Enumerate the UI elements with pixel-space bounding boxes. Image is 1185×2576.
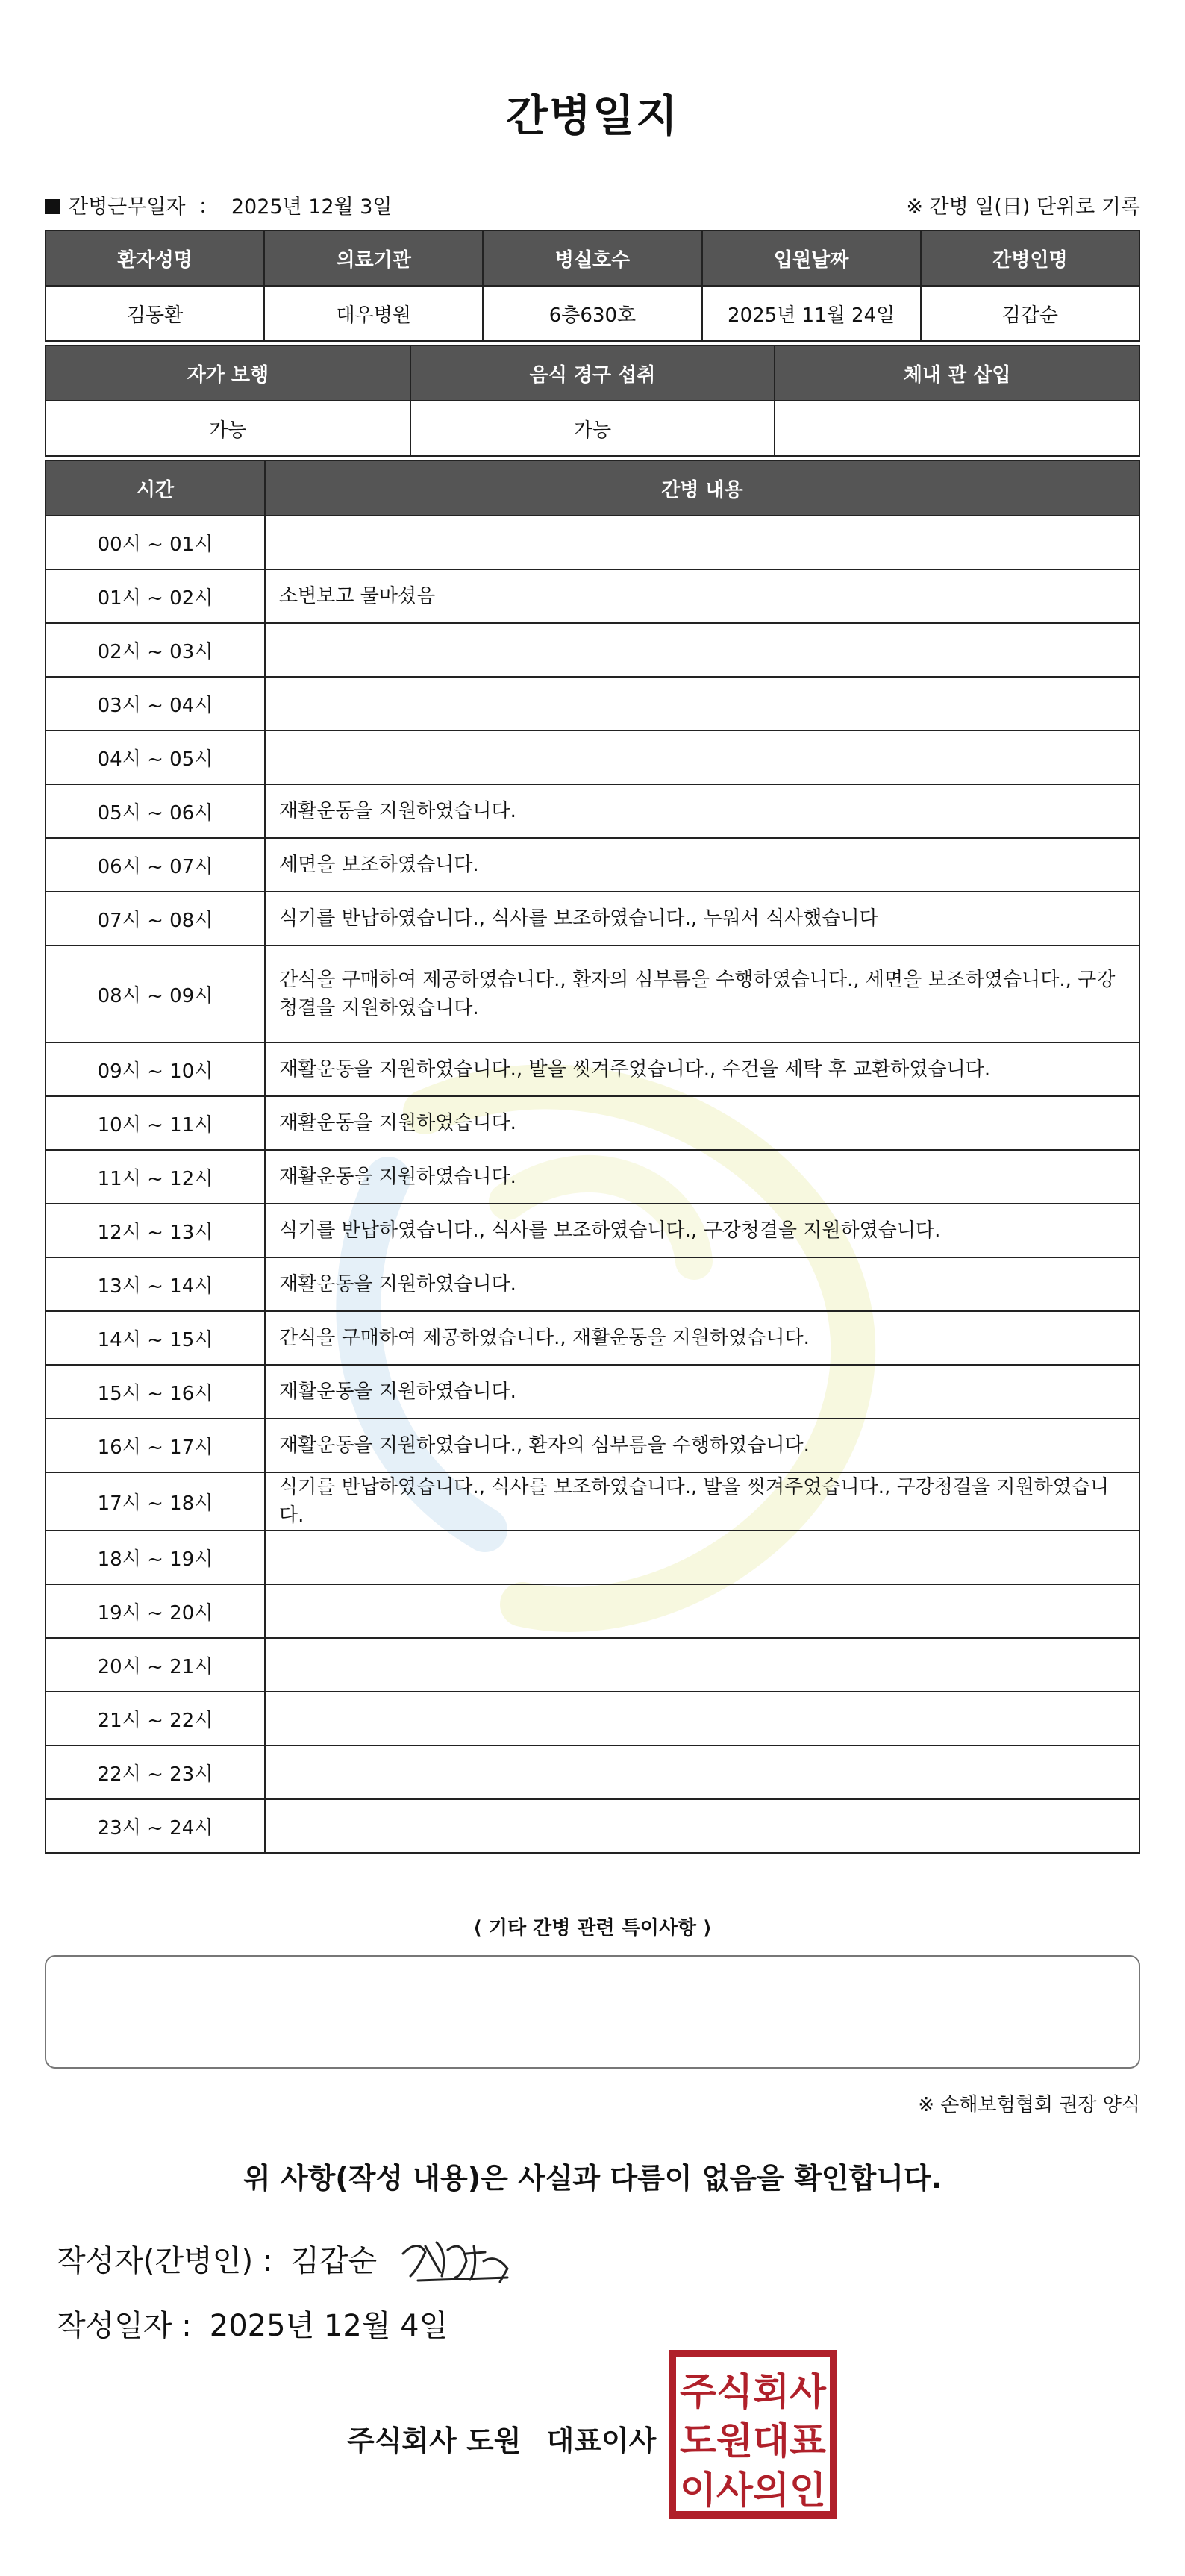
log-time: 16시 ~ 17시 (46, 1419, 265, 1472)
log-time: 19시 ~ 20시 (46, 1584, 265, 1638)
oral-intake-header: 음식 경구 섭취 (410, 346, 775, 401)
log-time: 14시 ~ 15시 (46, 1311, 265, 1365)
written-date-value: 2025년 12월 4일 (209, 2309, 448, 2343)
work-date-sep: ： (198, 196, 219, 219)
content-header: 간병 내용 (265, 460, 1139, 516)
written-date-row (57, 2302, 448, 2345)
table-row (46, 892, 1139, 945)
care-log-table (45, 460, 1140, 1854)
room: 6층630호 (483, 286, 701, 341)
log-time: 03시 ~ 04시 (46, 677, 265, 731)
company-seal-stamp (668, 2349, 838, 2519)
log-time: 02시 ~ 03시 (46, 623, 265, 677)
table-row (46, 1799, 1139, 1853)
log-content (265, 731, 1139, 784)
log-content: 재활운동을 지원하였습니다. (265, 1150, 1139, 1204)
svg-text:주식회사: 주식회사 (680, 2370, 827, 2413)
log-content: 간식을 구매하여 제공하였습니다., 환자의 심부름을 수행하였습니다., 세면을 보조하였습니다., 구강청결을 지원하였습니다. (265, 945, 1139, 1042)
work-date-label: 간병근무일자 (69, 196, 186, 219)
room-header: 병실호수 (483, 231, 701, 286)
svg-text:도원대표: 도원대표 (680, 2419, 827, 2463)
log-content (265, 1745, 1139, 1799)
caregiver-name-header: 간병인명 (921, 231, 1139, 286)
log-content: 재활운동을 지원하였습니다. (265, 1257, 1139, 1311)
log-time: 05시 ~ 06시 (46, 784, 265, 838)
log-time: 04시 ~ 05시 (46, 731, 265, 784)
table-row (46, 1638, 1139, 1692)
log-time: 18시 ~ 19시 (46, 1531, 265, 1584)
caregiver-name: 김갑순 (921, 286, 1139, 341)
written-date-label: 작성일자 : (57, 2309, 192, 2343)
table-row (46, 1531, 1139, 1584)
log-content (265, 677, 1139, 731)
tube-header: 체내 관 삽입 (775, 346, 1139, 401)
table-row (46, 1311, 1139, 1365)
remarks-box (45, 1955, 1140, 2069)
log-content: 식기를 반납하였습니다., 식사를 보조하였습니다., 누워서 식사했습니다 (265, 892, 1139, 945)
log-content: 식기를 반납하였습니다., 식사를 보조하였습니다., 발을 씻겨주었습니다., 구강청결을 지원하였습니다. (265, 1472, 1139, 1531)
remarks-content (46, 1957, 1139, 1978)
table-row (46, 677, 1139, 731)
author-name: 김갑순 (290, 2244, 378, 2278)
walking-value: 가능 (46, 401, 410, 456)
oral-intake-value: 가능 (410, 401, 775, 456)
log-time: 11시 ~ 12시 (46, 1150, 265, 1204)
hospital-header: 의료기관 (264, 231, 483, 286)
table-row (46, 838, 1139, 892)
log-time: 22시 ~ 23시 (46, 1745, 265, 1799)
log-content: 식기를 반납하였습니다., 식사를 보조하였습니다., 구강청결을 지원하였습니다. (265, 1204, 1139, 1257)
work-date-value: 2025년 12월 3일 (231, 196, 393, 219)
tube-value (775, 401, 1139, 456)
log-content (265, 516, 1139, 569)
work-date (45, 190, 393, 219)
table-row (46, 1745, 1139, 1799)
table-row (46, 784, 1139, 838)
table-row (46, 569, 1139, 623)
table-row (46, 1096, 1139, 1150)
representative-title: 대표이사 (546, 2425, 657, 2457)
patient-name-header: 환자성명 (46, 231, 264, 286)
table-row (46, 1584, 1139, 1638)
log-content: 재활운동을 지원하였습니다., 환자의 심부름을 수행하였습니다. (265, 1419, 1139, 1472)
table-row (46, 1150, 1139, 1204)
patient-name: 김동환 (46, 286, 264, 341)
table-row (46, 623, 1139, 677)
time-header: 시간 (46, 460, 265, 516)
log-time: 07시 ~ 08시 (46, 892, 265, 945)
log-time: 08시 ~ 09시 (46, 945, 265, 1042)
admission-date: 2025년 11월 24일 (702, 286, 921, 341)
log-content: 재활운동을 지원하였습니다., 발을 씻겨주었습니다., 수건을 세탁 후 교환하였습니다. (265, 1042, 1139, 1096)
insurance-note: ※ 손해보험협회 권장 양식 (918, 2094, 1140, 2116)
log-content: 간식을 구매하여 제공하였습니다., 재활운동을 지원하였습니다. (265, 1311, 1139, 1365)
status-info-table (45, 345, 1140, 457)
confirm-statement: 위 사항(작성 내용)은 사실과 다름이 없음을 확인합니다. (243, 2162, 942, 2195)
log-time: 06시 ~ 07시 (46, 838, 265, 892)
log-content (265, 1638, 1139, 1692)
square-bullet-icon (45, 199, 60, 214)
log-time: 17시 ~ 18시 (46, 1472, 265, 1531)
company-name: 주식회사 도원 (347, 2425, 522, 2457)
log-time: 12시 ~ 13시 (46, 1204, 265, 1257)
table-row (46, 1419, 1139, 1472)
log-time: 21시 ~ 22시 (46, 1692, 265, 1745)
table-row (46, 1204, 1139, 1257)
log-content (265, 623, 1139, 677)
log-content: 소변보고 물마셨음 (265, 569, 1139, 623)
admission-date-header: 입원날짜 (702, 231, 921, 286)
table-row (46, 1365, 1139, 1419)
table-row (46, 1257, 1139, 1311)
author-row (57, 2237, 377, 2280)
patient-info-table (45, 230, 1140, 342)
log-content: 재활운동을 지원하였습니다. (265, 1365, 1139, 1419)
table-row (46, 945, 1139, 1042)
table-row (46, 1042, 1139, 1096)
log-time: 23시 ~ 24시 (46, 1799, 265, 1853)
signature-image (395, 2231, 515, 2291)
log-time: 13시 ~ 14시 (46, 1257, 265, 1311)
log-time: 20시 ~ 21시 (46, 1638, 265, 1692)
company-line (347, 2418, 656, 2459)
log-time: 15시 ~ 16시 (46, 1365, 265, 1419)
log-time: 09시 ~ 10시 (46, 1042, 265, 1096)
unit-note: ※ 간병 일(日) 단위로 기록 (906, 196, 1140, 219)
log-time: 10시 ~ 11시 (46, 1096, 265, 1150)
table-row (46, 1472, 1139, 1531)
page-title: 간병일지 (505, 90, 680, 141)
log-time: 00시 ~ 01시 (46, 516, 265, 569)
walking-header: 자가 보행 (46, 346, 410, 401)
log-content: 재활운동을 지원하였습니다. (265, 784, 1139, 838)
log-content (265, 1692, 1139, 1745)
log-content (265, 1531, 1139, 1584)
log-content (265, 1799, 1139, 1853)
log-content: 세면을 보조하였습니다. (265, 838, 1139, 892)
svg-text:이사의인: 이사의인 (680, 2469, 826, 2512)
table-row (46, 731, 1139, 784)
remarks-title: ⟨ 기타 간병 관련 특이사항 ⟩ (472, 1917, 713, 1939)
log-content: 재활운동을 지원하였습니다. (265, 1096, 1139, 1150)
author-label: 작성자(간병인) : (57, 2244, 273, 2278)
log-time: 01시 ~ 02시 (46, 569, 265, 623)
table-row (46, 1692, 1139, 1745)
log-content (265, 1584, 1139, 1638)
table-row (46, 516, 1139, 569)
hospital: 대우병원 (264, 286, 483, 341)
